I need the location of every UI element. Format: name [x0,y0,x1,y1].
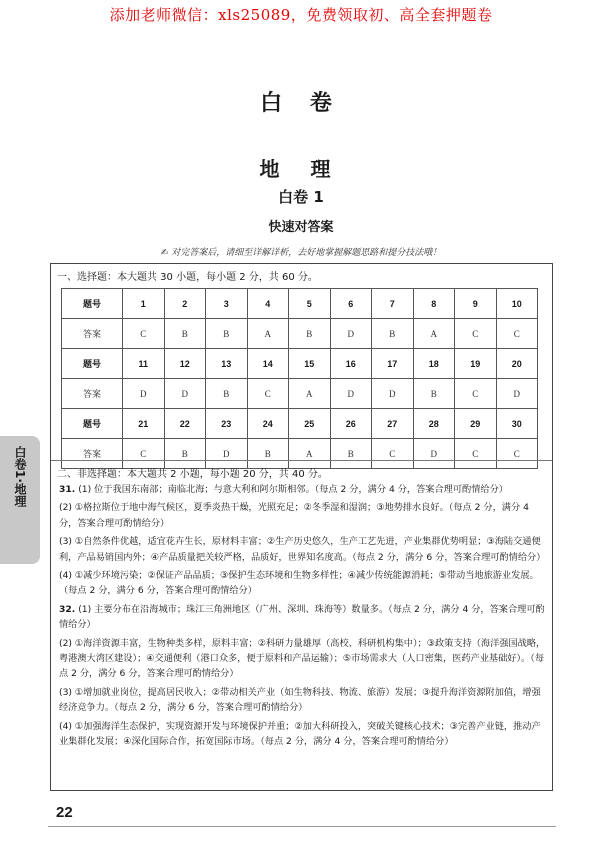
row-label: 题号 [62,409,123,439]
answer-item [59,500,546,531]
answer-cell: A [289,379,331,409]
question-number: 4 [247,289,289,319]
answer-cell: B [289,319,331,349]
answer-cell: D [164,379,206,409]
answer-cell: C [455,319,497,349]
question-number: 21 [123,409,165,439]
question-number: 2 [164,289,206,319]
answer-cell: B [247,439,289,469]
question-number-label: 32. [59,603,76,615]
row-label: 答案 [62,319,123,349]
answer-cell: C [496,439,538,469]
page-number: 22 [56,804,73,821]
question-number: 13 [206,349,248,379]
row-label: 题号 [62,289,123,319]
tip-line [0,245,602,258]
row-label: 题号 [62,349,123,379]
question-number: 28 [413,409,455,439]
answer-item [59,602,546,633]
answer-cell: D [123,379,165,409]
answer-cell: D [330,319,372,349]
non-choice-answers [59,482,546,753]
answer-row [62,379,538,409]
answer-cell: B [372,319,414,349]
question-number: 22 [164,409,206,439]
answer-text: (4) ①减少环境污染；②保证产品品质；③保护生态环境和生物多样性；④减少传统能源消耗；⑤带动当地旅游业发展。（每点 2 分，满分 6 分，答案合理可酌情给分） [59,570,539,597]
row-label: 答案 [62,379,123,409]
paper-title: 白卷 1 [278,188,324,206]
question-number: 5 [289,289,331,319]
question-number: 26 [330,409,372,439]
answer-cell: B [164,439,206,469]
question-number: 30 [496,409,538,439]
answer-text: (2) ①格拉斯位于地中海气候区，夏季炎热干燥，光照充足；②冬季湿和湿润；③地势排水良好。（每点 2 分，满分 4 分，答案合理可酌情给分） [59,502,529,529]
answer-cell: C [247,379,289,409]
question-number: 10 [496,289,538,319]
question-number: 24 [247,409,289,439]
answer-row [62,439,538,469]
question-number-row [62,349,538,379]
non-choice-section-heading: 二、非选择题：本大题共 2 小题，每小题 20 分，共 40 分。 [57,469,328,480]
answer-text: (3) ①自然条件优越，适宜花卉生长，原材料丰富；②生产历史悠久，生产工艺先进，产业集群优势明显；③海陆交通便利，产品易销国内外；④产品质量把关较严格，品质好，世界知名度高。（每点 2 分，满分 6 分，答案合理可酌情给分） [59,536,546,563]
row-label: 答案 [62,439,123,469]
side-tab-label: 白卷1·地理 [13,446,27,507]
answer-cell: C [372,439,414,469]
question-number-label: 31. [59,484,76,495]
answer-cell: C [123,439,165,469]
answer-text: (1) 主要分布在沿海城市；珠江三角洲地区（广州、深圳、珠海等）数量多。（每点 2 分，满分 4 分，答案合理可酌情给分） [59,603,545,631]
pencil-icon: ✍ [160,248,169,258]
answer-cell: D [496,379,538,409]
section-divider [51,460,552,461]
question-number: 16 [330,349,372,379]
question-number: 25 [289,409,331,439]
section-title: 快速对答案 [268,220,334,235]
answer-grid [61,288,538,469]
subject-title: 地 理 [259,157,343,181]
choice-section-heading: 一、选择题：本大题共 30 小题，每小题 2 分，共 60 分。 [57,272,318,283]
answer-cell: B [206,379,248,409]
tip-text: 对完答案后，请细至详解详析，去好地掌握解题思路和提分技法哦！ [171,248,442,258]
answer-text: (4) ①加强海洋生态保护，实现资源开发与环境保护并重；②加大科研投入，突破关键核心技术；③完善产业链，推动产业集群化发展；④深化国际合作，拓宽国际市场。（每点 2 分，满分 4 分，答案合理可酌情给分） [59,720,541,748]
question-number: 23 [206,409,248,439]
answer-cell: D [372,379,414,409]
side-tab [0,436,40,564]
question-number: 3 [206,289,248,319]
volume-title: 白 卷 [260,90,342,116]
question-number: 12 [164,349,206,379]
answer-cell: C [455,379,497,409]
question-number: 8 [413,289,455,319]
answer-cell: C [496,319,538,349]
question-number: 14 [247,349,289,379]
question-number: 19 [455,349,497,379]
answer-text: (3) ①增加就业岗位，提高居民收入；②带动相关产业（如生物科技、物流、旅游）发展；③提升海洋资源附加值，增强经济竞争力。（每点 2 分，满分 6 分，答案合理可酌情给分） [59,686,541,714]
question-number-row [62,409,538,439]
answer-box [50,263,553,791]
answer-cell: A [289,439,331,469]
question-number: 7 [372,289,414,319]
answer-cell: B [330,439,372,469]
answer-item [59,636,546,682]
answer-text: (2) ①海洋资源丰富，生物种类多样，原料丰富；②科研力量雄厚（高校、科研机构集中）；③政策支持（海洋强国战略，粤港澳大湾区建设）；④交通便利（港口众多，便于原料和产品运输）；⑤市场需求大（人口密集，医药产业基础好）。（每点 2 分，满分 6 分，答案合理可酌情给分） [59,637,546,680]
question-number: 29 [455,409,497,439]
question-number-row [62,289,538,319]
answer-cell: D [413,439,455,469]
question-number: 6 [330,289,372,319]
answer-item [59,685,546,716]
question-number: 9 [455,289,497,319]
answer-cell: B [413,379,455,409]
answer-item [59,534,546,565]
promo-banner: 添加老师微信：xls25089，免费领取初、高全套押题卷 [109,6,493,24]
answer-cell: C [455,439,497,469]
answer-row [62,319,538,349]
question-number: 27 [372,409,414,439]
answer-cell: A [413,319,455,349]
answer-cell: B [164,319,206,349]
question-number: 1 [123,289,165,319]
answer-item [59,482,546,497]
question-number: 17 [372,349,414,379]
question-number: 15 [289,349,331,379]
bottom-rule [48,826,556,827]
question-number: 18 [413,349,455,379]
answer-item [59,719,546,750]
answer-cell: B [206,319,248,349]
question-number: 20 [496,349,538,379]
answer-cell: A [247,319,289,349]
answer-cell: D [330,379,372,409]
answer-item [59,568,546,599]
answer-text: (1) 位于我国东南部；南临北海；与意大利和阿尔斯相邻。（每点 2 分，满分 4 分，答案合理可酌情给分） [78,484,508,495]
question-number: 11 [123,349,165,379]
answer-cell: C [123,319,165,349]
answer-cell: D [206,439,248,469]
